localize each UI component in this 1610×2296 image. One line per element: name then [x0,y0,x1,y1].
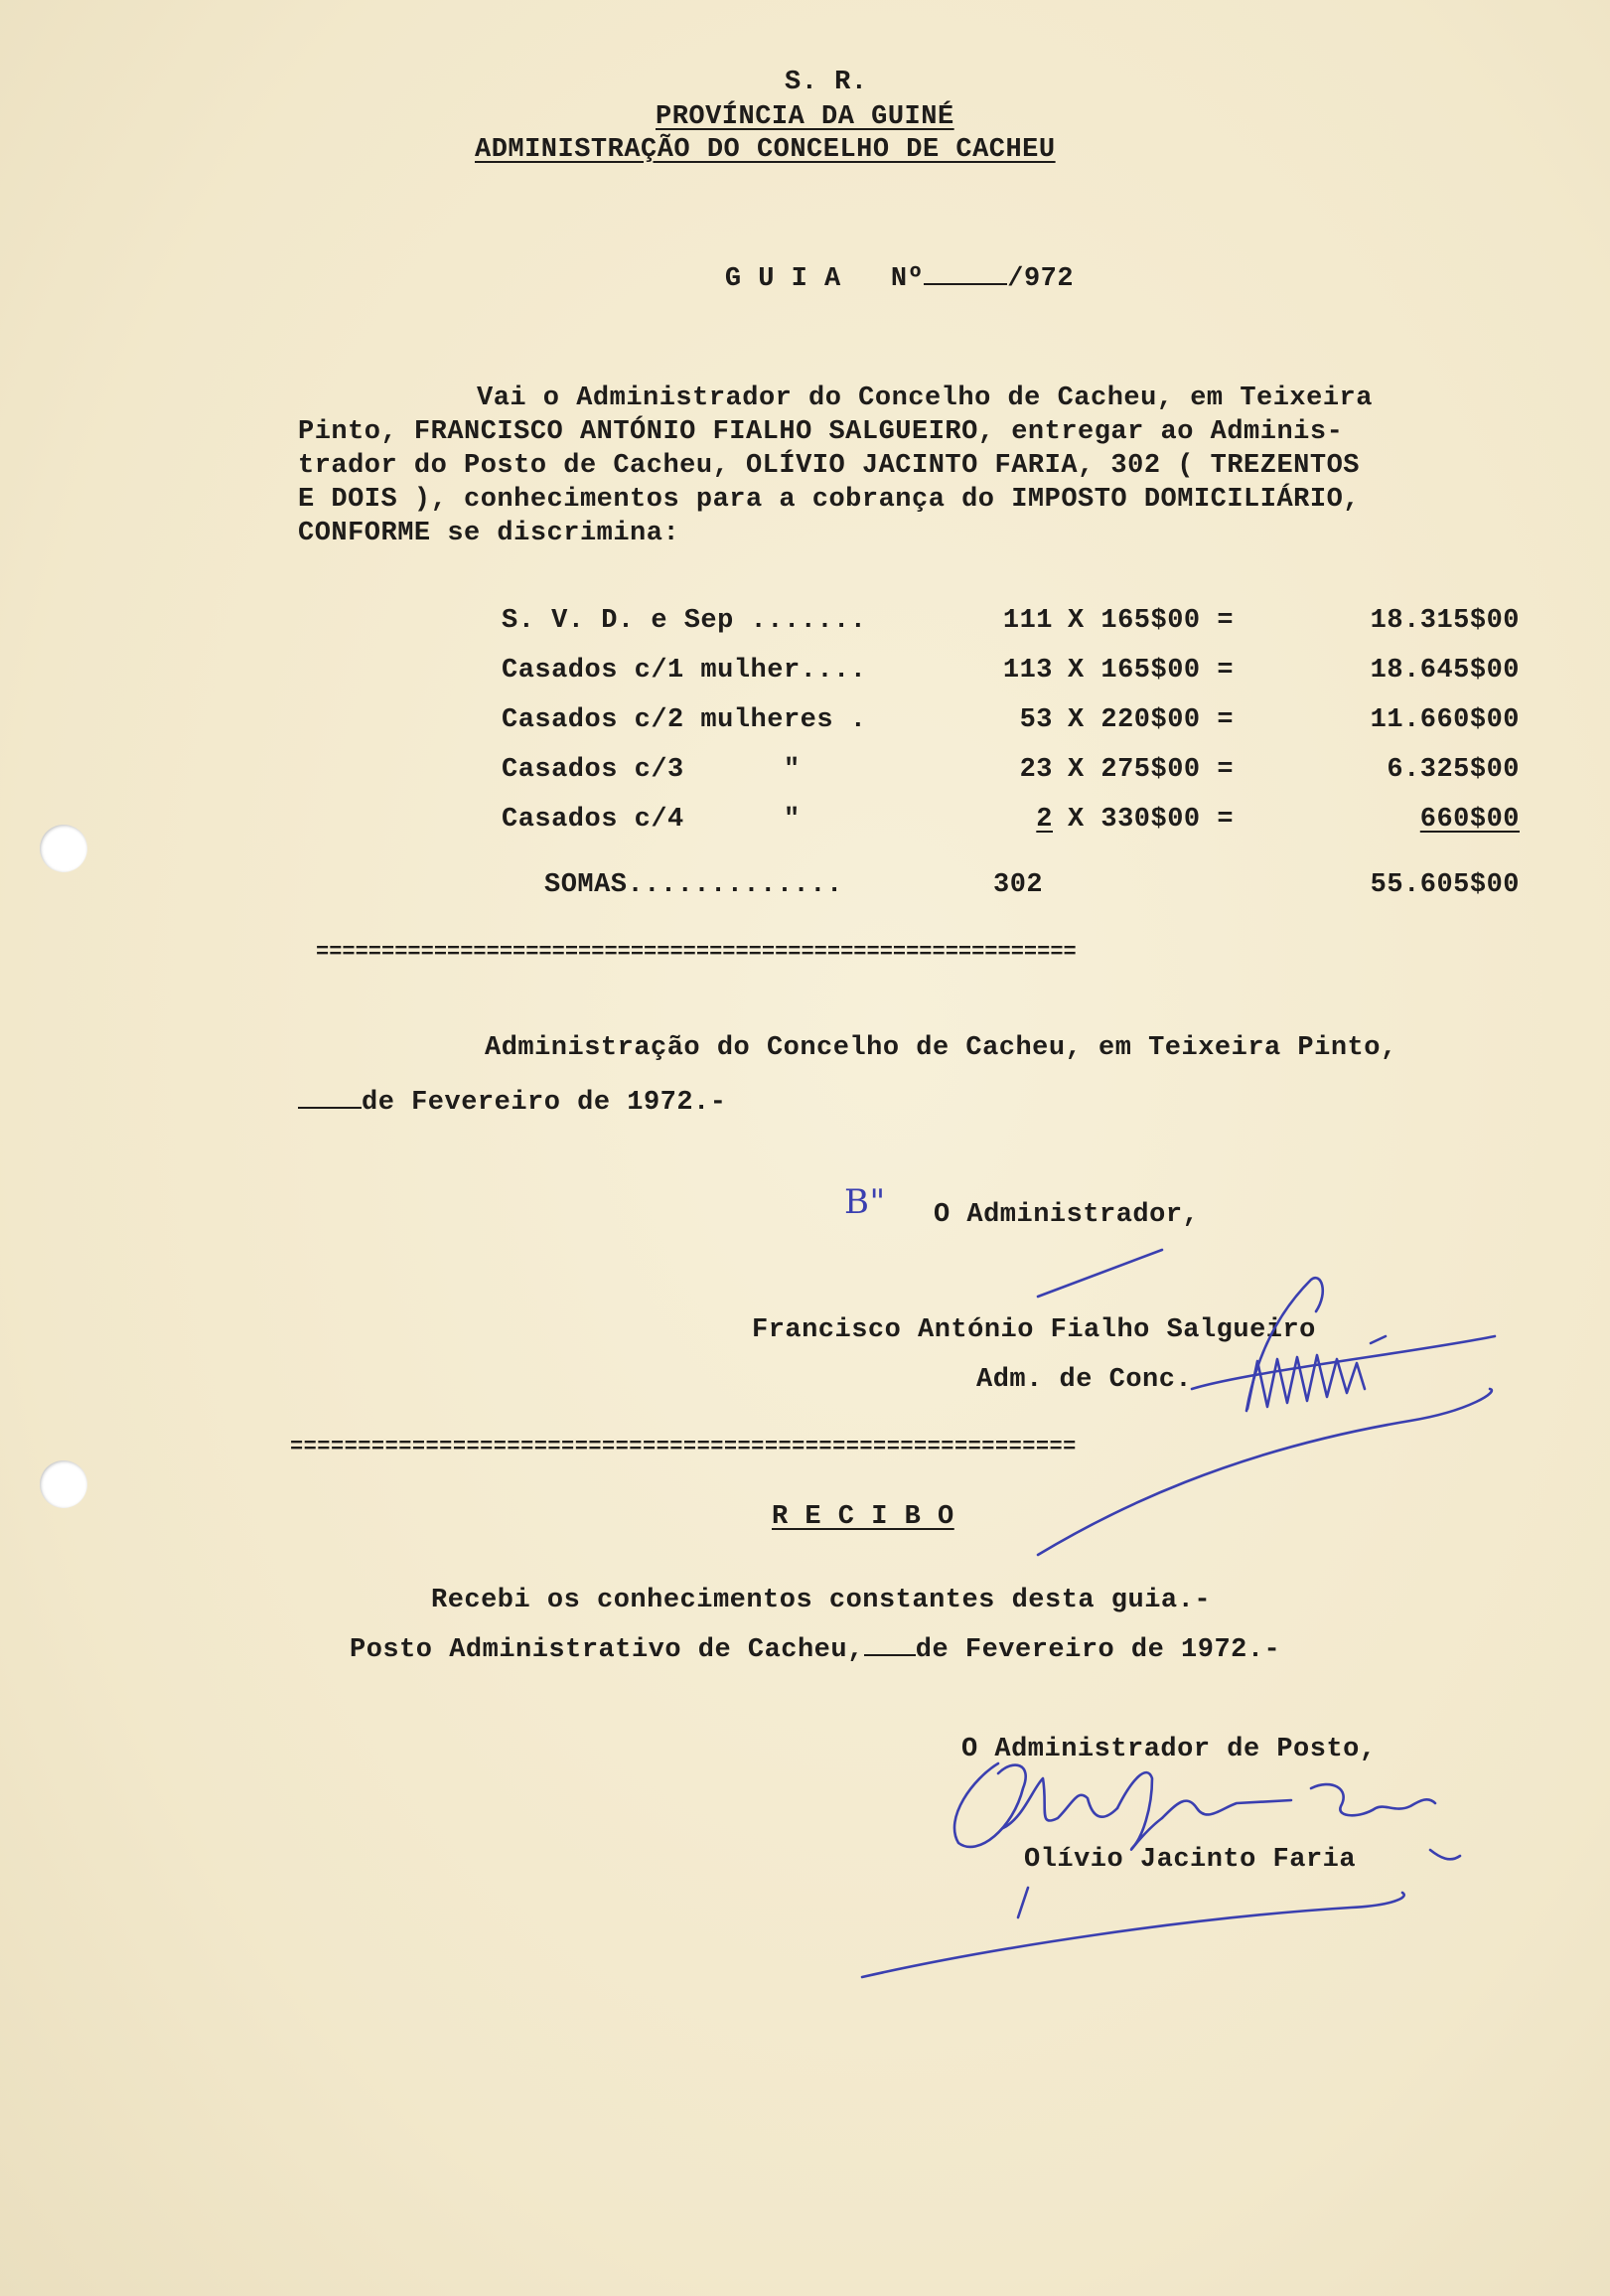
table-sum-label: SOMAS............. [544,870,843,900]
table-row-count: 113 [1002,656,1053,686]
header-province: PROVÍNCIA DA GUINÉ [656,102,954,132]
table-row-total: 11.660$00 [1370,705,1520,735]
posto-administrator-name: Olívio Jacinto Faria [1024,1845,1357,1875]
table-row-label: Casados c/2 mulheres . [502,705,867,735]
body-line-3: trador do Posto de Cacheu, OLÍVIO JACINTO FARIA, 302 ( TREZENTOS [298,451,1360,481]
body-line-4: E DOIS ), conhecimentos para a cobrança do IMPOSTO DOMICILIÁRIO, [298,485,1360,515]
table-row-count: 2 [1036,805,1053,835]
table-row-rate: X 220$00 = [1068,705,1235,735]
table-row-label: S. V. D. e Sep ....... [502,606,867,636]
administrator-role: Adm. de Conc. [976,1365,1193,1395]
table-row-count: 53 [1019,705,1053,735]
separator-line: ========================================================== [316,940,1077,965]
separator-line: ========================================================== [290,1435,1077,1459]
signature-stroke [862,1893,1404,1977]
administrator-name: Francisco António Fialho Salgueiro [752,1315,1316,1345]
signature-stroke [1003,1778,1117,1828]
table-sum-count: 302 [993,870,1044,900]
recibo-date: de Fevereiro de 1972.- [915,1635,1281,1665]
posto-administrator-title: O Administrador de Posto, [961,1735,1377,1764]
signature-stroke [1117,1772,1162,1850]
table-row-rate: X 275$00 = [1068,755,1235,785]
header-administration: ADMINISTRAÇÃO DO CONCELHO DE CACHEU [475,135,1056,165]
table-row-label: Casados c/1 mulher.... [502,656,867,686]
table-row-count: 23 [1019,755,1053,785]
body-line-5: CONFORME se discrimina: [298,519,680,548]
table-row-total: 6.325$00 [1387,755,1520,785]
signature-stroke [1430,1850,1460,1859]
table-row-rate: X 165$00 = [1068,606,1235,636]
table-row-rate: X 165$00 = [1068,656,1235,686]
administrator-title: O Administrador, [934,1200,1200,1230]
table-row-count: 111 [1002,606,1053,636]
body-line-1: Vai o Administrador do Concelho de Cacheu, em Teixeira [477,383,1373,413]
guia-number-label: Nº [890,264,925,294]
place-date-month: de Fevereiro de 1972.- [362,1088,727,1118]
guia-label: G U I A [724,264,841,294]
signature-stroke [1018,1888,1028,1917]
table-row-total: 18.645$00 [1370,656,1520,686]
recibo-line-1: Recebi os conhecimentos constantes desta guia.- [431,1586,1212,1615]
guia-year: /972 [1007,264,1075,294]
table-sum-total: 55.605$00 [1370,870,1520,900]
place-date-line-1: Administração do Concelho de Cacheu, em Teixeira Pinto, [485,1033,1397,1063]
signature-stroke [1162,1800,1291,1818]
header-sr: S. R. [785,68,868,97]
table-row-label: Casados c/3 " [502,755,801,785]
recibo-title: R E C I B O [772,1502,954,1532]
table-row-label: Casados c/4 " [502,805,801,835]
table-row-rate: X 330$00 = [1068,805,1235,835]
signature-stroke [1311,1784,1435,1815]
initial-mark: B" [844,1182,886,1222]
signature-stroke [954,1763,1026,1847]
table-row-total: 18.315$00 [1370,606,1520,636]
body-line-2: Pinto, FRANCISCO ANTÓNIO FIALHO SALGUEIRO, entregar ao Adminis- [298,417,1344,447]
table-row-total: 660$00 [1419,805,1520,835]
recibo-place: Posto Administrativo de Cacheu, [350,1635,864,1665]
